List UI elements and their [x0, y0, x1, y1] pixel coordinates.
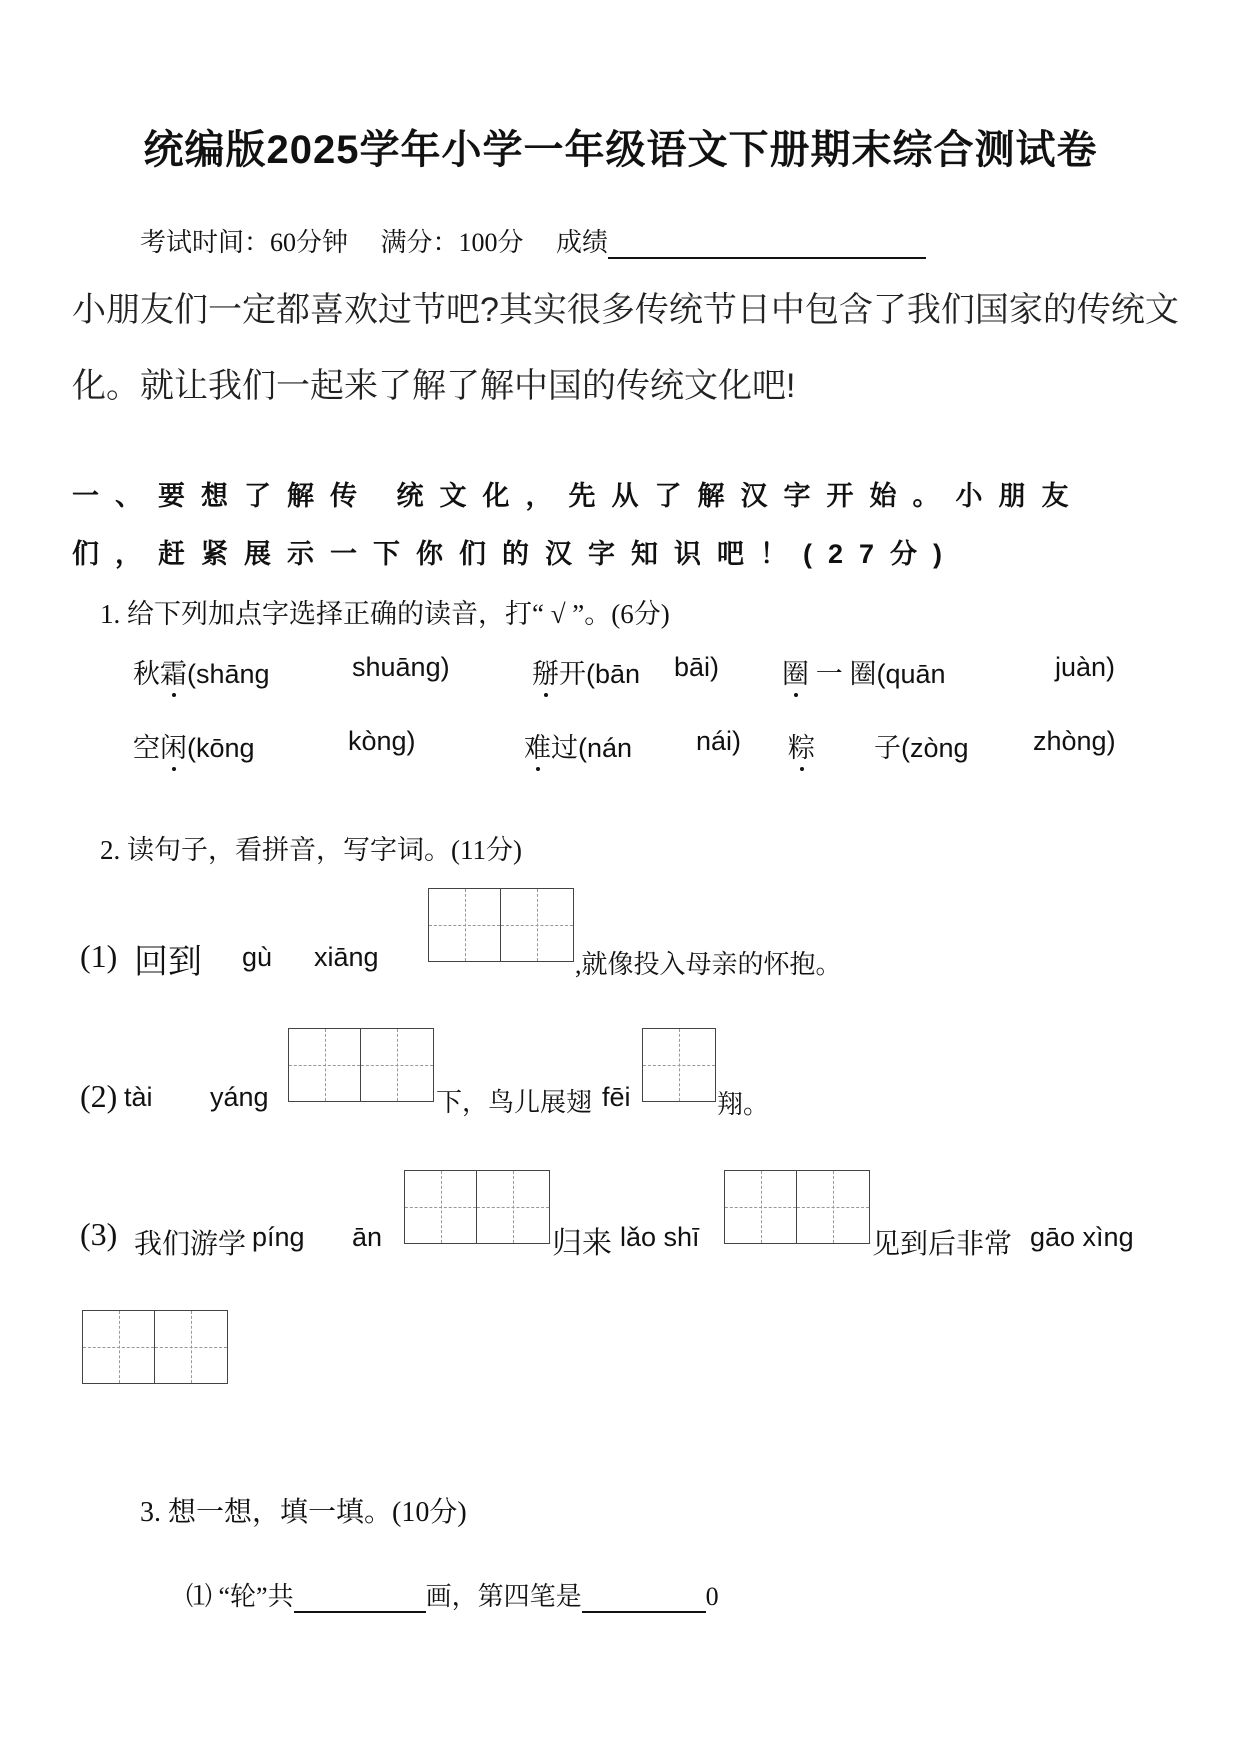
q1-option[interactable]: bāi) — [674, 652, 720, 682]
q1-title: 1. 给下列加点字选择正确的读音，打“ √ ”。(6分) — [100, 599, 670, 629]
pinyin: gāo xìng — [1030, 1222, 1134, 1252]
q2-s3-mid2: 见到后非常 — [872, 1229, 1013, 1260]
q1-word: 过 — [551, 733, 578, 763]
q1-option[interactable]: (kōng — [187, 733, 255, 763]
writing-grid[interactable] — [428, 888, 574, 962]
q3-s1 — [186, 1576, 719, 1613]
q1-option[interactable]: (shāng — [187, 659, 270, 689]
q1-option[interactable]: (bān — [586, 659, 641, 689]
q1-option[interactable]: (quān — [876, 659, 946, 689]
q2-s1-post: ,就像投入母亲的怀抱。 — [575, 950, 842, 979]
q1-option[interactable]: nái) — [696, 726, 742, 756]
pinyin: fēi — [602, 1082, 631, 1112]
grade-blank[interactable] — [608, 227, 926, 259]
q2-title: 2. 读句子，看拼音，写字词。(11分) — [100, 835, 522, 865]
pinyin: gù — [242, 942, 273, 972]
grade-label: 成绩 — [556, 228, 609, 257]
intro-line-1: 小朋友们一定都喜欢过节吧?其实很多传统节日中包含了我们国家的传统文 — [72, 291, 1179, 329]
q2-s3-pre: 我们游学 — [134, 1229, 247, 1260]
q1-item — [524, 726, 632, 765]
dotted-char: 霜 — [160, 659, 187, 689]
q3-s1-num: ⑴ — [186, 1582, 213, 1611]
dotted-char: 闲 — [160, 733, 187, 763]
section1-heading-line2: 们，赶紧展示一下你们的汉字知识吧！(27分) — [72, 539, 959, 569]
q1-item — [133, 652, 270, 691]
answer-blank[interactable] — [582, 1585, 706, 1613]
q1-item — [532, 652, 640, 691]
intro-line-2: 化。就让我们一起来了解了解中国的传统文化吧! — [72, 367, 796, 405]
q1-word: 秋 — [133, 659, 160, 689]
q1-option[interactable]: juàn) — [1055, 652, 1116, 682]
q1-item — [782, 652, 946, 691]
dotted-char: 圈 — [782, 659, 809, 689]
q1-word: 一 圈 — [809, 659, 877, 689]
dotted-char: 掰 — [532, 659, 559, 689]
exam-info — [140, 222, 952, 259]
writing-cell[interactable] — [501, 889, 573, 961]
pinyin: lǎo shī — [620, 1222, 700, 1252]
answer-blank[interactable] — [294, 1585, 426, 1613]
q1-option[interactable]: shuāng) — [352, 652, 450, 682]
section1-heading-line1: 一、要想了解传 统文化，先从了解汉字开始。小朋友 — [72, 481, 1085, 511]
writing-cell[interactable] — [797, 1171, 869, 1243]
q2-s1-pre: 回到 — [134, 944, 202, 981]
pinyin: píng — [252, 1222, 305, 1252]
q3-s1-mid: 画，第四笔是 — [425, 1582, 582, 1611]
writing-grid[interactable] — [642, 1028, 716, 1102]
q2-s2-post: 翔。 — [717, 1090, 770, 1119]
q1-word: 空 — [133, 733, 160, 763]
writing-grid[interactable] — [288, 1028, 434, 1102]
q2-s3-num: (3) — [80, 1216, 118, 1252]
pinyin: xiāng — [314, 942, 379, 972]
writing-cell[interactable] — [361, 1029, 433, 1101]
q3-s1-post: 0 — [705, 1582, 719, 1611]
writing-grid[interactable] — [404, 1170, 550, 1244]
q2-s3-mid: 归来 — [552, 1227, 612, 1260]
q1-option[interactable]: kòng) — [348, 726, 416, 756]
dotted-char: 难 — [524, 733, 551, 763]
q3-title: 3. 想一想，填一填。(10分) — [140, 1497, 467, 1528]
writing-cell[interactable] — [289, 1029, 361, 1101]
writing-cell[interactable] — [405, 1171, 477, 1243]
q1-item — [788, 726, 815, 765]
q1-option[interactable]: (nán — [578, 733, 633, 763]
writing-cell[interactable] — [429, 889, 501, 961]
q1-option[interactable]: 子(zòng — [874, 733, 969, 763]
q2-s2-num: (2) — [80, 1078, 118, 1114]
writing-cell[interactable] — [643, 1029, 715, 1101]
q1-option[interactable]: zhòng) — [1033, 726, 1116, 756]
pinyin: yáng — [210, 1082, 269, 1112]
writing-cell[interactable] — [155, 1311, 227, 1383]
pinyin: ān — [352, 1222, 383, 1252]
exam-time: 考试时间：60分钟 — [140, 228, 349, 257]
writing-cell[interactable] — [477, 1171, 549, 1243]
dotted-char: 粽 — [788, 733, 815, 763]
writing-cell[interactable] — [83, 1311, 155, 1383]
full-score: 满分：100分 — [380, 228, 524, 257]
q2-s1-num: (1) — [80, 938, 118, 974]
writing-grid[interactable] — [82, 1310, 228, 1384]
page-title: 统编版2025学年小学一年级语文下册期末综合测试卷 — [143, 128, 1098, 172]
q1-word: 开 — [559, 659, 586, 689]
pinyin: tài — [124, 1082, 153, 1112]
q3-s1-pre: “轮”共 — [218, 1582, 294, 1611]
q1-item — [133, 726, 255, 765]
writing-cell[interactable] — [725, 1171, 797, 1243]
writing-grid[interactable] — [724, 1170, 870, 1244]
q2-s2-mid: 下，鸟儿展翅 — [436, 1088, 593, 1117]
